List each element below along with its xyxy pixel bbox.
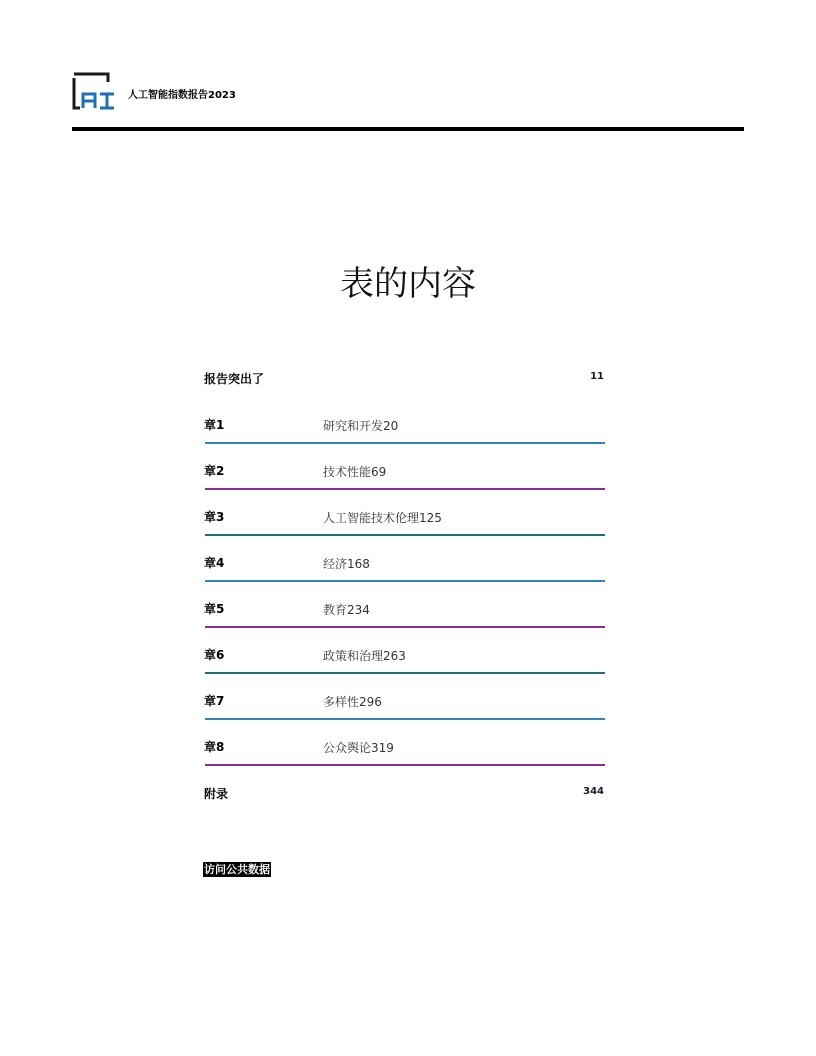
chapter-divider [205,672,605,674]
toc-highlights-page: 11 [590,371,604,382]
toc-chapter-row[interactable] [204,591,606,637]
chapter-number: 章3 [204,510,225,524]
chapter-number: 章2 [204,464,225,478]
toc-chapter-row[interactable] [204,407,606,453]
toc-chapter-row[interactable] [204,453,606,499]
toc-chapter-row[interactable] [204,499,606,545]
page-title: 表的内容 [340,264,476,304]
chapter-title: 多样性296 [323,695,382,709]
chapter-title: 政策和治理263 [323,649,406,663]
toc-appendix[interactable] [204,785,606,805]
chapter-number: 章5 [204,602,225,616]
chapter-divider [205,718,605,720]
ai-index-logo [72,72,118,112]
chapter-number: 章1 [204,418,225,432]
access-public-data-link[interactable]: 访问公共数据 [204,863,270,876]
header-divider [72,127,744,131]
toc-chapter-row[interactable] [204,683,606,729]
chapter-title: 研究和开发20 [323,419,399,433]
report-title: 人工智能指数报告2023 [128,90,236,101]
chapter-divider [205,442,605,444]
chapter-divider [205,534,605,536]
chapter-title: 技术性能69 [323,465,387,479]
chapter-title: 公众舆论319 [323,741,394,755]
chapter-title: 经济168 [323,557,370,571]
toc-chapter-row[interactable] [204,545,606,591]
chapter-number: 章7 [204,694,225,708]
chapter-title: 教育234 [323,603,370,617]
toc-highlights-label: 报告突出了 [204,372,265,386]
chapter-divider [205,580,605,582]
chapter-divider [205,626,605,628]
toc-chapter-row[interactable] [204,637,606,683]
chapter-number: 章4 [204,556,225,570]
chapter-number: 章8 [204,740,225,754]
chapter-divider [205,488,605,490]
toc-appendix-page: 344 [583,786,604,797]
chapter-title: 人工智能技术伦理125 [323,511,442,525]
chapter-divider [205,764,605,766]
toc-highlights[interactable] [204,370,606,390]
toc-appendix-label: 附录 [204,787,229,801]
chapter-number: 章6 [204,648,225,662]
toc-chapter-row[interactable] [204,729,606,775]
